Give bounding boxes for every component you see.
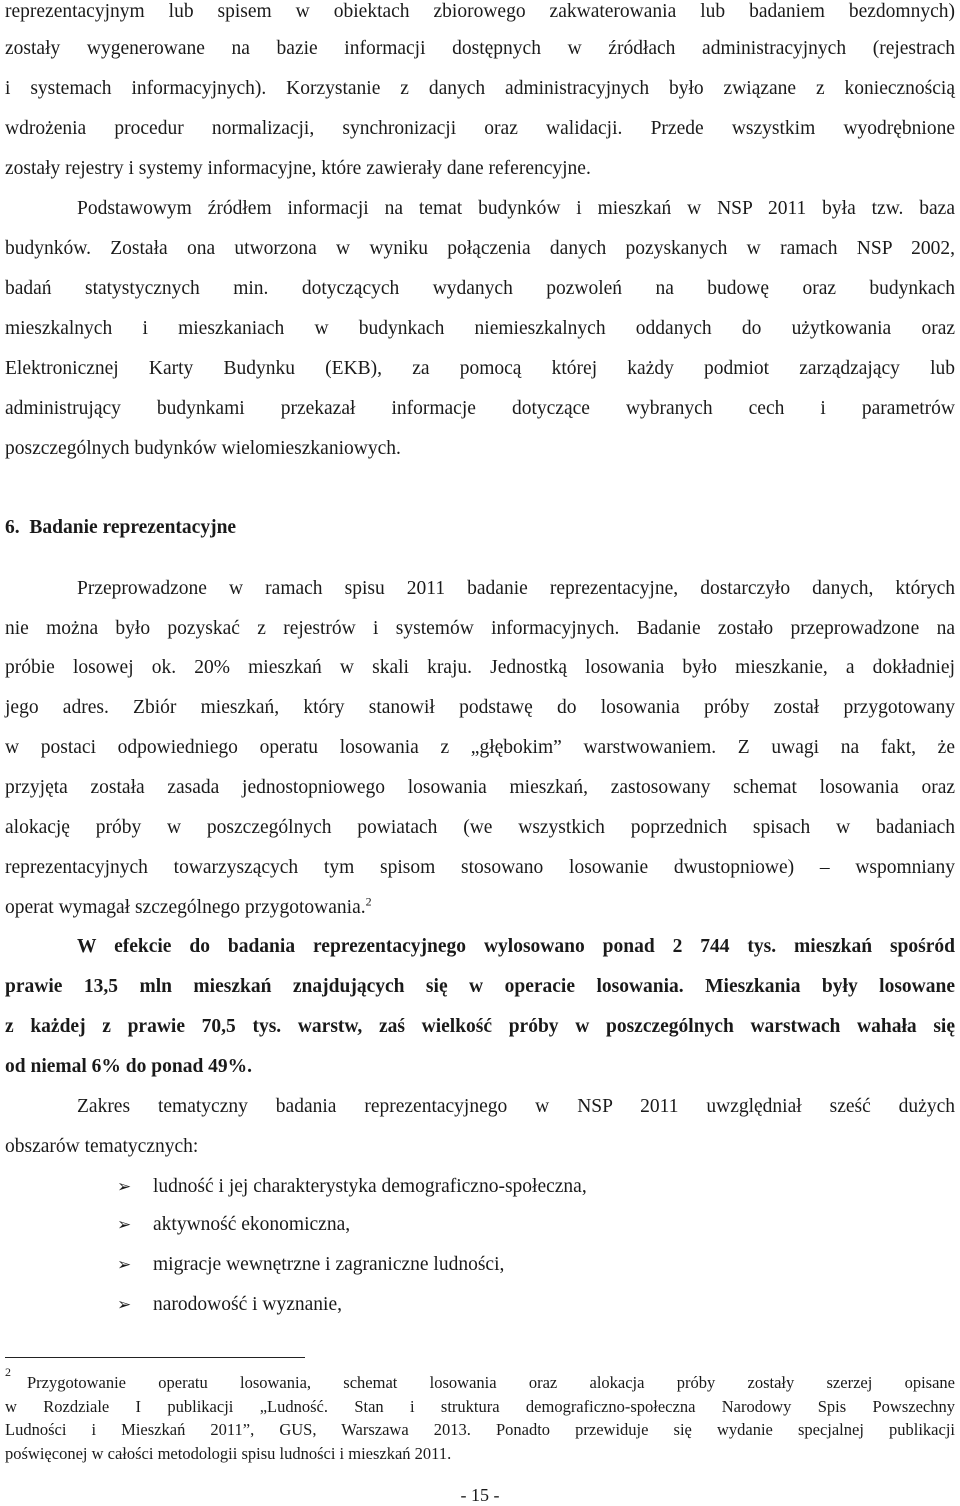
text-line: Zakres tematyczny badania reprezentacyjnego w NSP 2011 uwzględniał sześć dużych [77,1096,955,1117]
arrow-bullet-icon: ➢ [117,1255,132,1275]
text-line-content: operat wymagał szczególnego przygotowania. [5,897,366,918]
text-line: wdrożenia procedur normalizacji, synchronizacji oraz walidacji. Przede wszystkim wyodrębnione [5,118,955,139]
text-line: obszarów tematycznych: [5,1136,199,1157]
footnote-line: w Rozdziale I publikacji „Ludność. Stan i struktura demograficzno-społeczna Narodowy Spis Powszechny [5,1397,955,1416]
list-item [117,1213,350,1237]
text-line: przyjęta została zasada jednostopniowego losowania mieszkań, zastosowany schemat losowania oraz [5,777,955,798]
footnote-line: poświęconej w całości metodologii spisu ludności i mieszkań 2011. [5,1444,452,1463]
section-heading: 6. Badanie reprezentacyjne [5,517,237,538]
text-line: i systemach informacyjnych). Korzystanie z danych administracyjnych było związane z koniecznością [5,78,955,99]
footnote-line: Ludności i Mieszkań 2011”, GUS, Warszawa 2013. Ponadto przewiduje się wydanie specjalnej publikacji [5,1420,955,1439]
list-item-text: aktywność ekonomiczna, [153,1214,351,1235]
text-line: budynków. Została ona utworzona w wyniku połączenia danych pozyskanych w ramach NSP 2002, [5,238,955,259]
text-line: jego adres. Zbiór mieszkań, który stanowił podstawę do losowania próby został przygotowany [5,697,955,718]
text-line: Podstawowym źródłem informacji na temat budynków i mieszkań w NSP 2011 była tzw. baza [77,198,955,219]
arrow-bullet-icon: ➢ [117,1215,132,1235]
text-line: Przeprowadzone w ramach spisu 2011 badanie reprezentacyjne, dostarczyło danych, których [77,578,955,599]
list-item [117,1253,504,1277]
text-line: reprezentacyjnych towarzyszących tym spisom stosowano losowanie dwustopniowe) – wspomniany [5,857,955,878]
text-line: z każdej z prawie 70,5 tys. warstw, zaś wielkość próby w poszczególnych warstwach wahała się [5,1016,955,1037]
text-line: Elektronicznej Karty Budynku (EKB), za pomocą której każdy podmiot zarządzający lub [5,358,955,379]
text-line: mieszkalnych i mieszkaniach w budynkach niemieszkalnych oddanych do użytkowania oraz [5,318,955,339]
text-line: próbie losowej ok. 20% mieszkań w skali kraju. Jednostką losowania było mieszkanie, a dokładniej [5,657,955,678]
text-line: W efekcie do badania reprezentacyjnego wylosowano ponad 2 744 tys. mieszkań spośród [77,936,955,957]
footnote-separator [5,1357,305,1358]
text-line: w postaci odpowiedniego operatu losowania z „głębokim” warstwowaniem. Z uwagi na fakt, że [5,737,955,758]
arrow-bullet-icon: ➢ [117,1295,132,1315]
list-item-text: ludność i jej charakterystyka demograficzno-społeczna, [153,1176,587,1197]
text-line: zostały wygenerowane na bazie informacji dostępnych w źródłach administracyjnych (rejestrach [5,38,955,59]
text-line: administrujący budynkami przekazał informacje dotyczące wybranych cech i parametrów [5,398,955,419]
list-item [117,1293,342,1317]
footnote-reference[interactable]: 2 [365,894,372,909]
text-line: nie można było pozyskać z rejestrów i systemów informacyjnych. Badanie zostało przeprowadzone na [5,618,955,639]
text-line: badań statystycznych min. dotyczących wydanych pozwoleń na budowę oraz budynkach [5,278,955,299]
text-line: od niemal 6% do ponad 49%. [5,1056,253,1077]
footnote-number: 2 [5,1365,11,1379]
text-line: alokację próby w poszczególnych powiatach (we wszystkich poprzednich spisach w badaniach [5,817,955,838]
text-line [5,896,955,920]
page-number: - 15 - [460,1485,500,1505]
list-item-text: narodowość i wyznanie, [153,1294,342,1315]
text-line: reprezentacyjnym lub spisem w obiektach zbiorowego zakwaterowania lub badaniem bezdomnych) [5,1,955,22]
list-item-text: migracje wewnętrzne i zagraniczne ludności, [153,1254,505,1275]
text-line: zostały rejestry i systemy informacyjne, które zawierały dane referencyjne. [5,158,591,179]
arrow-bullet-icon: ➢ [117,1177,132,1197]
footnote-line: Przygotowanie operatu losowania, schemat losowania oraz alokacja próby zostały szerzej opisane [27,1373,955,1392]
text-line: poszczególnych budynków wielomieszkaniowych. [5,438,401,459]
text-line: prawie 13,5 mln mieszkań znajdujących się w operacie losowania. Mieszkania były losowane [5,976,955,997]
list-item [117,1175,587,1199]
